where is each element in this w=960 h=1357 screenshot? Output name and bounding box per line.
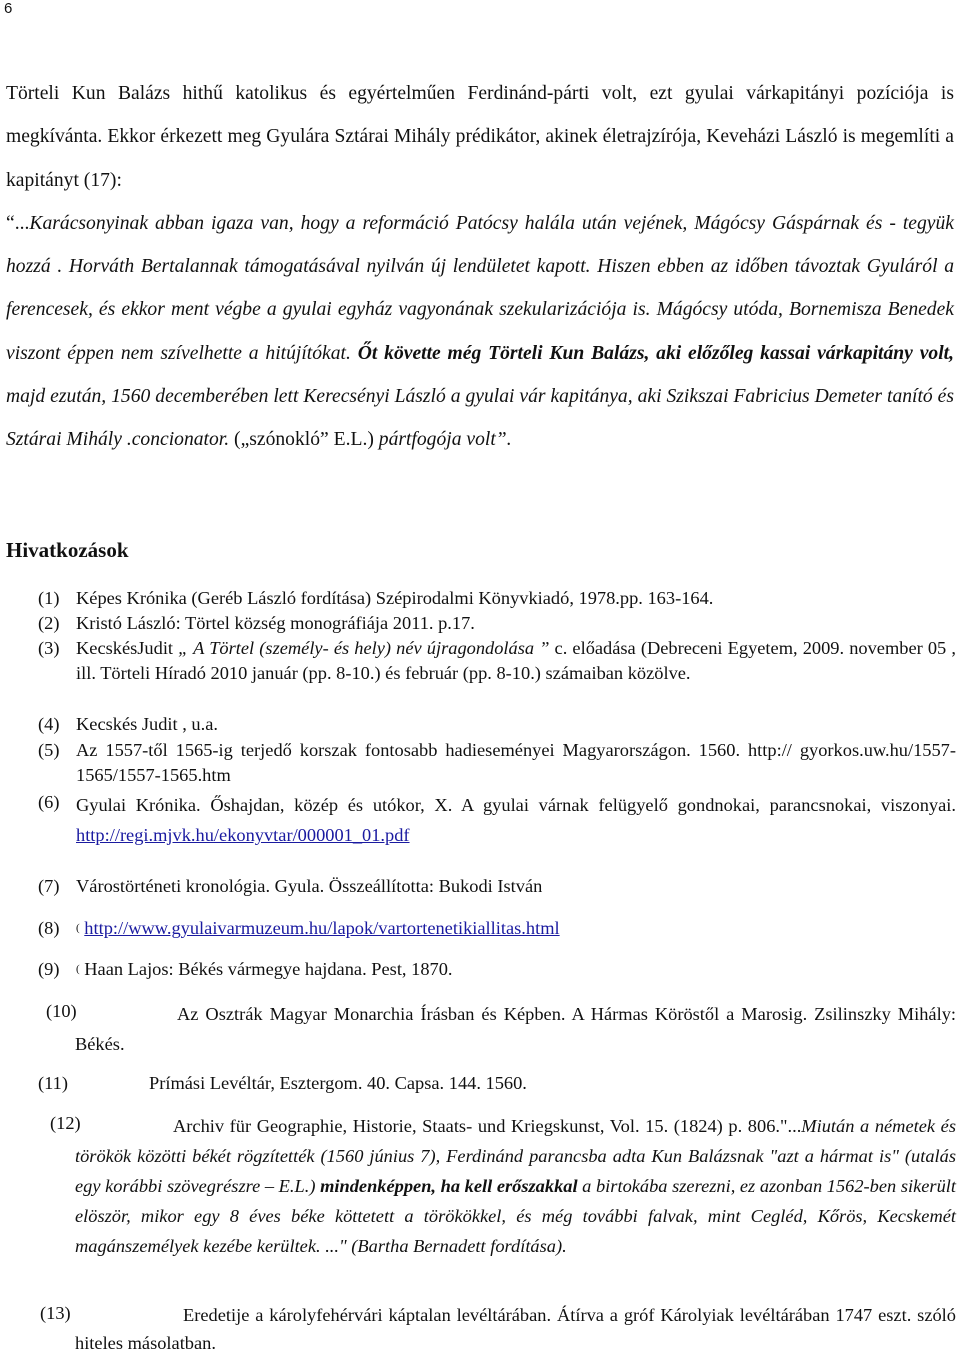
body-paragraph bbox=[6, 72, 954, 462]
reference-link[interactable]: http://www.gyulaivarmuzeum.hu/lapok/vartortenetikiallitas.html bbox=[84, 918, 560, 938]
reference-quote: Miután a németek és törökök közötti békét rögzítették (1560 június 7), Ferdinánd parancsba adta Kun Balázsnak "azt a hármat is" (utalás egy korábbi szövegrészre – E.L.) bbox=[75, 1116, 956, 1196]
reference-item bbox=[38, 790, 956, 850]
reference-link[interactable]: http://regi.mjvk.hu/ekonyvtar/000001_01.pdf bbox=[76, 825, 410, 845]
reference-number: (2) bbox=[38, 613, 60, 633]
reference-number: (12) bbox=[50, 1113, 81, 1133]
reference-item bbox=[38, 712, 956, 737]
reference-quote-2: a birtokába szerezni, ez azonban 1562-ben sikerült elöször, mikor egy 8 éves béke köttetett a törökökkel, és még további falvak, mint Cegléd, Kőrös, Kecskemét magánszemélyek kezébe kerültek. ..." (Bartha Bernadett fordítása). bbox=[75, 1176, 956, 1256]
reference-text-part: Gyulai Krónika. Őshajdan, közép és utókor, X. A gyulai várnak felügyelő gondnokai, parancsnokai, viszonyai. bbox=[76, 795, 956, 815]
reference-number: (4) bbox=[38, 714, 60, 734]
reference-text: Kristó László: Törtel község monográfiája 2011. p.17. bbox=[76, 613, 475, 633]
reference-number: (8) bbox=[38, 918, 60, 938]
reference-quote-bold: mindenképpen, ha kell erőszakkal bbox=[320, 1176, 578, 1196]
reference-number: (7) bbox=[38, 876, 60, 896]
reference-item bbox=[46, 999, 956, 1059]
reference-item bbox=[38, 738, 956, 789]
reference-mark: ( bbox=[76, 963, 80, 975]
reference-item bbox=[38, 957, 956, 982]
reference-item bbox=[50, 1111, 956, 1261]
reference-item bbox=[38, 1071, 956, 1096]
reference-number: (6) bbox=[38, 792, 60, 812]
reference-item bbox=[38, 916, 956, 941]
reference-title: „ A Törtel (személy- és hely) név újragondolása ” bbox=[178, 638, 550, 658]
reference-text: Kecskés Judit , u.a. bbox=[76, 714, 218, 734]
reference-text bbox=[76, 916, 956, 941]
reference-text: Prímási Levéltár, Esztergom. 40. Capsa. 144. 1560. bbox=[149, 1073, 527, 1093]
reference-detail: c. előadása (Debreceni Egyetem, 2009. november 05 , ill. Törteli Híradó 2010 január (pp. 8-10.) és február (pp. 8-10.) számaiban közölve. bbox=[76, 638, 956, 684]
quote-open: “... bbox=[6, 212, 30, 234]
reference-text bbox=[50, 1111, 956, 1261]
reference-author: KecskésJudit bbox=[76, 638, 179, 658]
reference-number: (11) bbox=[38, 1073, 68, 1093]
reference-text: Az Osztrák Magyar Monarchia Írásban és Képben. A Hármas Köröstől a Marosig. Zsilinszky Mihály: Békés. bbox=[75, 1004, 956, 1054]
reference-number: (3) bbox=[38, 638, 60, 658]
reference-text: Képes Krónika (Geréb László fordítása) Szépirodalmi Könyvkiadó, 1978.pp. 163-164. bbox=[76, 588, 714, 608]
editor-note: („szónokló” E.L.) bbox=[229, 429, 374, 451]
reference-item bbox=[38, 874, 956, 899]
reference-text bbox=[76, 636, 956, 687]
reference-item bbox=[38, 636, 956, 687]
quote-italic: Karácsonyinak abban igaza van, hogy a reformáció Patócsy halála után vejének, Mágócsy Gáspárnak és - tegyük hozzá . Horváth Bertalannak támogatásával nyilván új lendületet kapott. Hiszen ebben az időben távoztak Gyuláról a ferencesek, és ekkor ment végbe a gyulai egyház vagyonának szekularizációja is. Mágócsy utóda, Bornemisza Benedek viszont éppen nem szívelhette a hitújítókat. bbox=[6, 212, 954, 364]
reference-number: (1) bbox=[38, 588, 60, 608]
reference-text-part: Haan Lajos: Békés vármegye hajdana. Pest, 1870. bbox=[84, 959, 453, 979]
reference-number: (5) bbox=[38, 740, 60, 760]
reference-number: (13) bbox=[40, 1303, 71, 1323]
reference-number: (9) bbox=[38, 959, 60, 979]
reference-text: Az 1557-től 1565-ig terjedő korszak fontosabb hadieseményei Magyarországon. 1560. http:// gyorkos.uw.hu/1557-1565/1557-1565.htm bbox=[76, 740, 956, 786]
references-heading: Hivatkozások bbox=[6, 538, 129, 562]
reference-text bbox=[76, 790, 956, 850]
reference-item bbox=[38, 611, 956, 636]
quote-italic-2: majd ezután, 1560 decemberében lett Kerecsényi László a gyulai vár kapitánya, aki Szikszai Fabricius Demeter tanító és Sztárai Mihály .concionator. bbox=[6, 386, 954, 451]
reference-text: Várostörténeti kronológia. Gyula. Összeállította: Bukodi István bbox=[76, 876, 543, 896]
reference-text bbox=[76, 957, 956, 982]
reference-text: Eredetije a károlyfehérvári káptalan levéltárában. Átírva a gróf Károlyiak levéltárában 1747 eszt. szóló hiteles másolatban. bbox=[75, 1305, 956, 1353]
quote-italic-3: pártfogója volt”. bbox=[373, 429, 512, 451]
reference-item bbox=[40, 1301, 956, 1357]
reference-item bbox=[38, 586, 956, 611]
reference-mark: ( bbox=[76, 922, 80, 934]
paragraph-text: Törteli Kun Balázs hithű katolikus és egyértelműen Ferdinánd-párti volt, ezt gyulai várkapitányi pozíciója is megkívánta. Ekkor érkezett meg Gyulára Sztárai Mihály prédikátor, akinek életrajzírója, Keveházi László is megemlíti a kapitányt (17): bbox=[6, 83, 954, 191]
reference-source: Archiv für Geographie, Historie, Staats- und Kriegskunst, Vol. 15. (1824) p. 806."... bbox=[173, 1116, 802, 1136]
reference-number: (10) bbox=[46, 1001, 77, 1021]
page-number: 6 bbox=[4, 0, 13, 17]
quote-bold-italic: Őt követte még Törteli Kun Balázs, aki előzőleg kassai várkapitány volt, bbox=[350, 342, 954, 364]
